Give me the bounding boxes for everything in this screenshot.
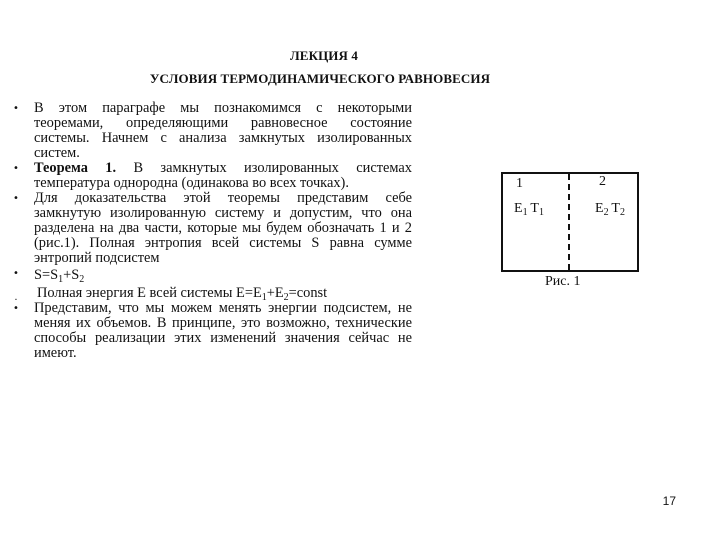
energy-sub: 2	[603, 207, 609, 218]
paragraph-proof: Для доказательства этой теоремы представим себе замкнутую изолированную систему и допустим, что она разделена на два части, которые мы будем обозначать 1 и 2 (рис.1). Полная энтропия всей системы S равна сумме энтропий подсистем	[34, 190, 412, 266]
formula-part: Полная энергия E всей системы E=E	[37, 285, 262, 301]
theorem-label: Теорема 1.	[34, 160, 117, 176]
subsystem-2-params	[595, 201, 625, 217]
formula-part: +E	[266, 285, 284, 301]
energy-symbol: E	[514, 201, 523, 216]
bullet-icon: .	[14, 292, 18, 303]
theorem-text: В замкнутых изолированных системах температура однородна (одинакова во всех точках).	[34, 160, 412, 191]
temperature-symbol: T	[530, 201, 539, 216]
formula-part: =const	[288, 285, 328, 301]
list-item	[10, 266, 412, 283]
list-item	[10, 286, 412, 301]
list-item	[10, 191, 412, 266]
formula-sub: 1	[261, 292, 267, 303]
figure-caption: Рис. 1	[545, 274, 581, 289]
partition-line	[568, 174, 570, 270]
bullet-list	[10, 101, 412, 361]
temperature-symbol: T	[611, 201, 620, 216]
subsystem-2-label: 2	[599, 174, 606, 189]
formula-sub: 2	[283, 292, 289, 303]
formula-part: +S	[63, 267, 80, 283]
subsystem-1-label: 1	[516, 176, 523, 191]
paragraph-intro: В этом параграфе мы познакомимся с некоторыми теоремами, определяющими равновесное состояние системы. Начнем с анализа замкнутых изолированных систем.	[34, 100, 412, 161]
energy-formula	[34, 286, 412, 301]
list-item	[10, 301, 412, 361]
subsystem-1-params	[514, 201, 544, 217]
bullet-icon: •	[13, 303, 19, 314]
temperature-sub: 1	[538, 207, 544, 218]
bullet-icon: •	[13, 193, 19, 204]
energy-symbol: E	[595, 201, 604, 216]
formula-sub: 1	[58, 274, 64, 285]
paragraph-theorem	[34, 161, 412, 191]
bullet-icon: •	[13, 163, 19, 174]
lecture-title: УСЛОВИЯ ТЕРМОДИНАМИЧЕСКОГО РАВНОВЕСИЯ	[149, 71, 491, 86]
figure-1	[453, 165, 638, 300]
list-item	[10, 161, 412, 191]
bullet-icon: •	[13, 103, 19, 114]
paragraph-energy-change: Представим, что мы можем менять энергии подсистем, не меняя их объемов. В принципе, это возможно, технические способы реализации этих изменений значения сейчас не имеют.	[34, 300, 412, 361]
bullet-icon: •	[13, 268, 19, 279]
formula-part: S=S	[34, 267, 59, 283]
page-number: 17	[662, 494, 676, 508]
entropy-formula	[34, 266, 412, 283]
energy-sub: 1	[522, 207, 528, 218]
list-item	[10, 101, 412, 161]
lecture-number: ЛЕКЦИЯ 4	[290, 48, 358, 63]
temperature-sub: 2	[619, 207, 625, 218]
formula-sub: 2	[79, 274, 85, 285]
